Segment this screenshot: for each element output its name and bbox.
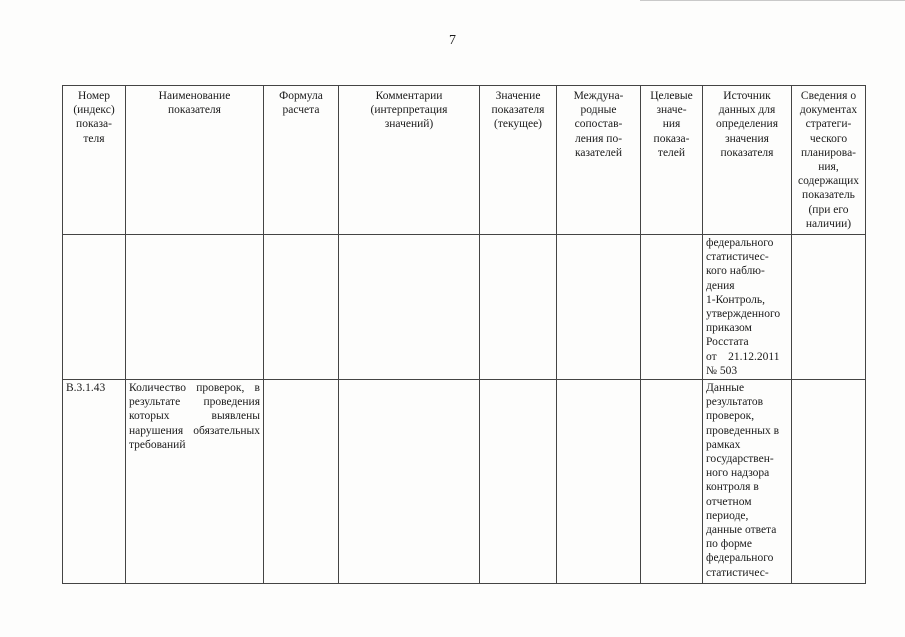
header-formula: Формула расчета — [264, 86, 339, 235]
cell-target — [641, 235, 703, 380]
cell-documents — [792, 235, 866, 380]
cell-value — [480, 235, 557, 380]
header-documents: Сведения о документах стратеги- ческого планирова- ния, содержащих показатель (при его наличии) — [792, 86, 866, 235]
header-comments: Комментарии (интерпретация значений) — [339, 86, 480, 235]
cell-source: Данные результатов проверок, проведенных в рамках государствен- ного надзора контроля в отчетном периоде, данные ответа по форме федерального статистичес- — [703, 380, 792, 584]
cell-index — [63, 235, 126, 380]
cell-name: Количество проверок, в результате проведения которых выявлены нарушения обязательных требований — [126, 380, 264, 584]
scan-edge-line — [640, 0, 905, 1]
header-source: Источник данных для определения значения показателя — [703, 86, 792, 235]
table-row — [63, 380, 866, 584]
header-index: Номер (индекс) показа- теля — [63, 86, 126, 235]
cell-international — [557, 380, 641, 584]
table-row — [63, 235, 866, 380]
table-header-row — [63, 86, 866, 235]
cell-value — [480, 380, 557, 584]
header-international: Междуна- родные сопостав- ления по- казателей — [557, 86, 641, 235]
cell-formula — [264, 380, 339, 584]
header-target: Целевые значе- ния показа- телей — [641, 86, 703, 235]
cell-source: федерального статистичес- кого наблю- дения 1-Контроль, утвержденного приказом Росстата от 21.12.2011 № 503 — [703, 235, 792, 380]
cell-comments — [339, 380, 480, 584]
header-name: Наименование показателя — [126, 86, 264, 235]
cell-index: В.3.1.43 — [63, 380, 126, 584]
header-value: Значение показателя (текущее) — [480, 86, 557, 235]
cell-target — [641, 380, 703, 584]
cell-international — [557, 235, 641, 380]
page-number: 7 — [449, 33, 456, 48]
cell-name — [126, 235, 264, 380]
cell-documents — [792, 380, 866, 584]
indicators-table — [62, 85, 866, 584]
cell-comments — [339, 235, 480, 380]
cell-formula — [264, 235, 339, 380]
